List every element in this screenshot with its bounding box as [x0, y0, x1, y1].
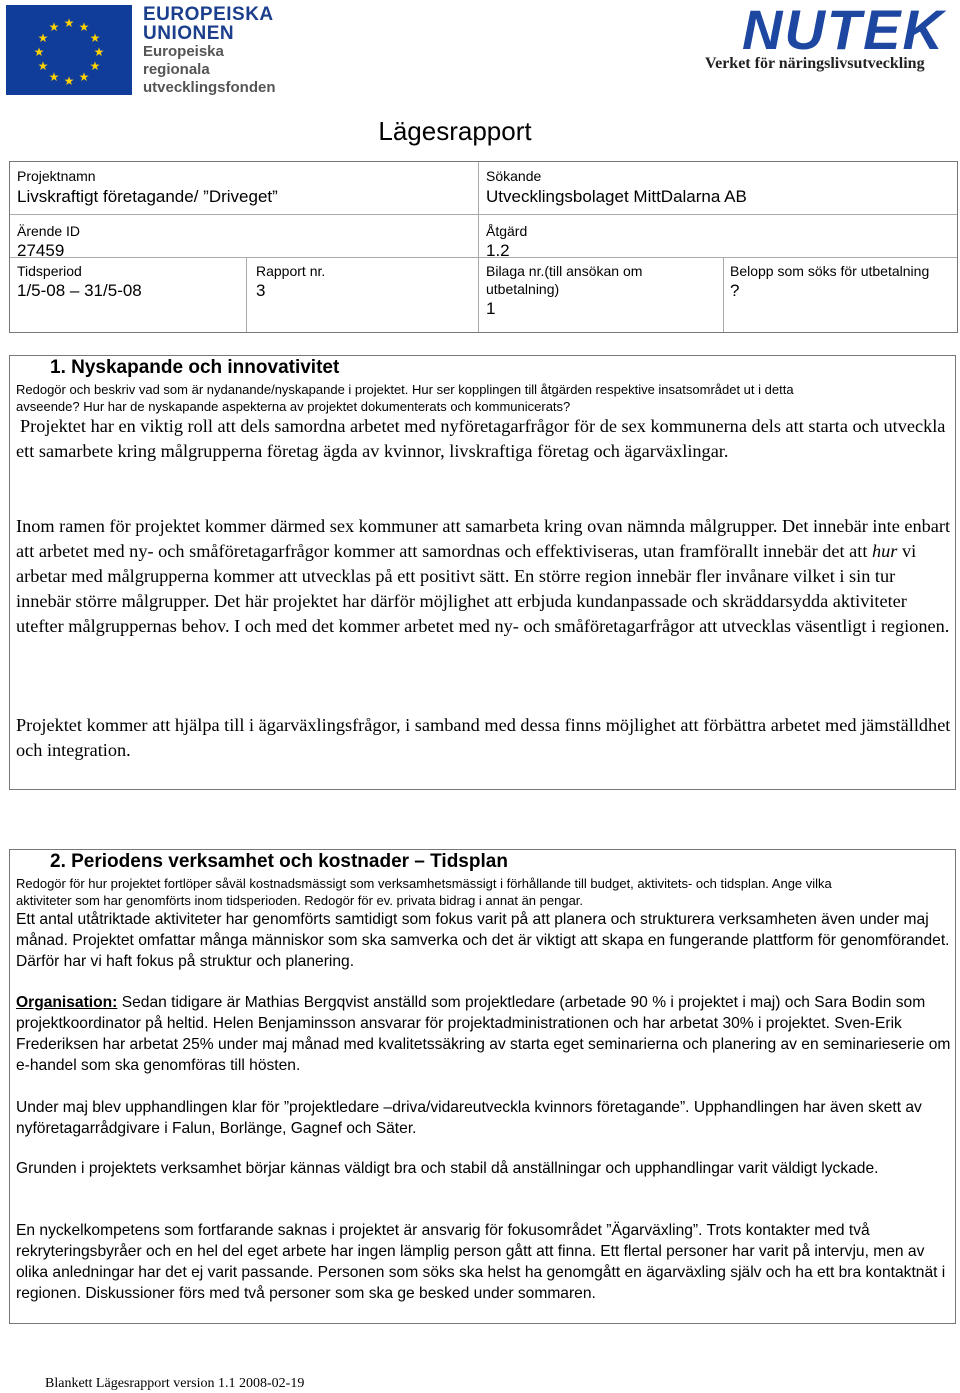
sokande-value: Utvecklingsbolaget MittDalarna AB [486, 187, 747, 206]
projektnamn-label: Projektnamn [17, 168, 96, 184]
divider [478, 214, 957, 215]
divider [478, 162, 479, 332]
bilaga-label-line2: utbetalning) [486, 281, 560, 297]
section-2-heading: 2. Periodens verksamhet och kostnader – Tidsplan [50, 851, 508, 872]
atgard-label: Åtgärd [486, 223, 528, 239]
arende-label: Ärende ID [17, 223, 81, 239]
belopp-value: ? [730, 281, 740, 300]
eu-line5: utvecklingsfonden [143, 79, 276, 96]
section-activities [9, 849, 956, 1324]
rapport-value: 3 [256, 281, 266, 300]
bilaga-value: 1 [486, 299, 496, 318]
section-1-instruction-line2: avseende? Hur har de nyskapande aspekterna av projektet dokumenterats och kommunicerats? [16, 399, 571, 414]
paragraph-2-text-b: vi arbetar med målgrupperna kommer att utvecklas på ett positivt sätt. En större region innebär fler invånare vilket i sin tur innebär större målgrupper. Det här projektet har därför möjlighet att erbjuda kundanpassade och skräddarsydda aktiviteter utefter målgruppernas behov. I och med det kommer arbetet med ny- och småföretagarfrågor att utvecklas väsentligt i regionen. [16, 541, 950, 636]
page-title: Lägesrapport [378, 116, 532, 146]
paragraph-2-text-a: Inom ramen för projektet kommer därmed sex kommuner att samarbeta kring ovan nämnda målgrupper. Det innebär inte enbart att arbetet med ny- och småföretagarfrågor kommer att samordnas och effektiviseras, utan framförallt innebär det att [16, 516, 951, 561]
svg-text:★: ★ [33, 45, 45, 59]
svg-text:★: ★ [63, 74, 75, 88]
tidsperiod-value: 1/5-08 – 31/5-08 [17, 281, 142, 300]
bilaga-label-line1: Bilaga nr.(till ansökan om [486, 263, 643, 279]
rapport-label: Rapport nr. [256, 263, 326, 279]
svg-text:★: ★ [78, 70, 90, 84]
eu-logo [6, 4, 276, 97]
tidsperiod-label: Tidsperiod [17, 263, 82, 279]
nutek-logo [700, 0, 955, 80]
section-2-instruction-line2: aktiviteter som har genomförts inom tidsperioden. Redogör för ev. privata bidrag i annat än pengar. [16, 893, 584, 908]
divider [10, 257, 957, 258]
svg-text:★: ★ [89, 59, 101, 73]
belopp-label: Belopp som söks för utbetalning [730, 263, 930, 279]
sokande-label: Sökande [486, 168, 542, 184]
section-2-paragraph-1: Ett antal utåtriktade aktiviteter har genomförts samtidigt som fokus varit på att planera och strukturera verksamheten även under maj månad. Projektet omfattar många människor som ska samverka och det är viktigt att skapa en fungerande plattform för genomförandet. Därför har vi haft fokus på struktur och planering. [16, 911, 950, 970]
svg-text:★: ★ [78, 20, 90, 34]
section-2-paragraph-5: En nyckelkompetens som fortfarande saknas i projektet är ansvarig för fokusområdet ”Ägarväxling”. Trots kontakter med två rekryteringsbyråer och en hel del eget arbete har ingen lämplig person gått att finna. Ett flertal personer har varit på intervju, men av olika anledningar har det ej varit passande. Personen som söks ska helst ha genomgått en ägarväxling själv och ha ett bra kontaktnät i regionen. Diskussioner förs med två personer som ska ge besked under sommaren. [16, 1222, 946, 1302]
section-2-paragraph-4: Grunden i projektets verksamhet börjar kännas väldigt bra och stabil då anställningar och upphandlingar varit väldigt lyckade. [16, 1160, 879, 1177]
divider [246, 257, 247, 332]
svg-text:★: ★ [37, 31, 49, 45]
section-2-paragraph-organisation [16, 992, 951, 1076]
nutek-subtitle: Verket för näringslivsutveckling [705, 55, 925, 72]
eu-logo-text [143, 5, 276, 97]
section-1-instruction-line1: Redogör och beskriv vad som är nydanande/nyskapande i projektet. Hur ser kopplingen till åtgärden respektive insatsområdet ut i detta [16, 382, 794, 397]
divider [723, 257, 724, 332]
section-1-heading: 1. Nyskapande och innovativitet [50, 357, 340, 378]
divider [10, 214, 478, 215]
svg-text:★: ★ [89, 31, 101, 45]
eu-line1: EUROPEISKA [143, 4, 274, 25]
svg-text:★: ★ [93, 45, 105, 59]
nutek-wordmark: NUTEK [742, 0, 945, 61]
atgard-value: 1.2 [486, 241, 510, 260]
footer-version: Blankett Lägesrapport version 1.1 2008-02-19 [45, 1376, 305, 1391]
eu-line3: Europeiska [143, 43, 224, 60]
svg-text:★: ★ [48, 20, 60, 34]
eu-flag-icon [6, 5, 132, 95]
eu-line2: UNIONEN [143, 23, 235, 44]
organisation-text: Sedan tidigare är Mathias Bergqvist anställd som projektledare (arbetade 90 % i projektet i maj) och Sara Bodin som projektkoordinator på heltid. Helen Benjaminsson ansvarar för projektadministrationen och har arbetat 30% i projektet. Sven-Erik Frederiksen har arbetat 25% under maj månad med kvalitetssäkring av starta eget seminarierna och planering av en seminarieserie om e-handel som ska genomföras till hösten. [16, 994, 951, 1074]
paragraph-2-emphasis: hur [872, 541, 898, 561]
section-2-instruction-line1: Redogör för hur projektet fortlöper såväl kostnadsmässigt som verksamhetsmässigt i förhållande till budget, aktivitets- och tidsplan. Ange vilka [16, 876, 832, 891]
section-1-paragraph-2 [16, 514, 951, 639]
section-1-paragraph-1: Projektet har en viktig roll att dels samordna arbetet med nyföretagarfrågor för de sex kommunerna dels att starta och utveckla ett samarbete kring målgrupperna företag ägda av kvinnor, livskraftiga företag och ägarväxlingar. [16, 416, 946, 461]
svg-text:★: ★ [37, 59, 49, 73]
projektnamn-value: Livskraftigt företagande/ ”Driveget” [17, 187, 278, 206]
section-innovation [9, 355, 956, 790]
organisation-label: Organisation: [16, 994, 118, 1011]
section-2-paragraph-3: Under maj blev upphandlingen klar för ”projektledare –driva/vidareutveckla kvinnors företagande”. Upphandlingen har även skett av nyföretagarrådgivare i Falun, Borlänge, Gagnef och Säter. [16, 1099, 922, 1137]
project-info-table [9, 161, 958, 333]
arende-value: 27459 [17, 241, 65, 260]
eu-line4: regionala [143, 61, 210, 78]
svg-text:★: ★ [48, 70, 60, 84]
svg-text:★: ★ [63, 16, 75, 30]
section-1-paragraph-3: Projektet kommer att hjälpa till i ägarväxlingsfrågor, i samband med dessa finns möjlighet att förbättra arbetet med jämställdhet och integration. [16, 715, 951, 760]
